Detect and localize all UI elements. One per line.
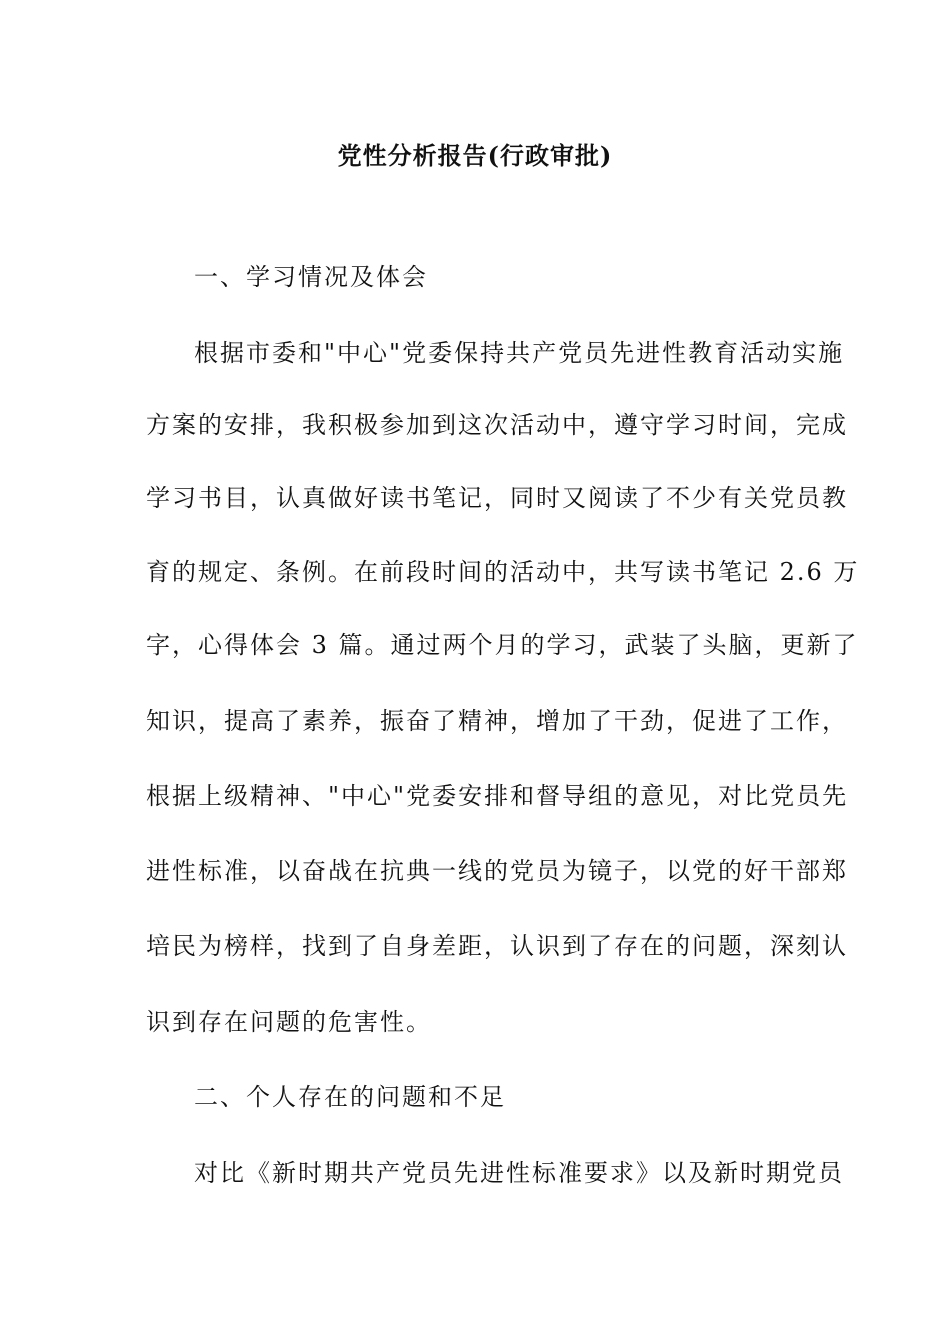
section-heading-1: 一、学习情况及体会 — [194, 263, 428, 291]
paragraph-1-line: 培民为榜样，找到了自身差距，认识到了存在的问题，深刻认 — [146, 932, 848, 960]
paragraph-1-line: 进性标准，以奋战在抗典一线的党员为镜子，以党的好干部郑 — [146, 857, 848, 885]
paragraph-1-line: 方案的安排，我积极参加到这次活动中，遵守学习时间，完成 — [146, 411, 848, 439]
section-heading-2: 二、个人存在的问题和不足 — [194, 1083, 506, 1111]
paragraph-2-line: 对比《新时期共产党员先进性标准要求》以及新时期党员 — [194, 1159, 844, 1187]
paragraph-1-line: 学习书目，认真做好读书笔记，同时又阅读了不少有关党员教 — [146, 484, 848, 512]
paragraph-1-line: 根据市委和"中心"党委保持共产党员先进性教育活动实施 — [194, 339, 845, 367]
paragraph-1-line: 根据上级精神、"中心"党委安排和督导组的意见，对比党员先 — [146, 782, 849, 810]
document-title: 党性分析报告(行政审批) — [337, 141, 613, 170]
paragraph-1-line: 育的规定、条例。在前段时间的活动中，共写读书笔记 2.6 万 — [146, 558, 860, 586]
paragraph-1-line: 知识，提高了素养，振奋了精神，增加了干劲，促进了工作， — [146, 707, 848, 735]
paragraph-1-line: 识到存在问题的危害性。 — [146, 1008, 432, 1036]
paragraph-1-line: 字，心得体会 3 篇。通过两个月的学习，武装了头脑，更新了 — [146, 631, 859, 659]
